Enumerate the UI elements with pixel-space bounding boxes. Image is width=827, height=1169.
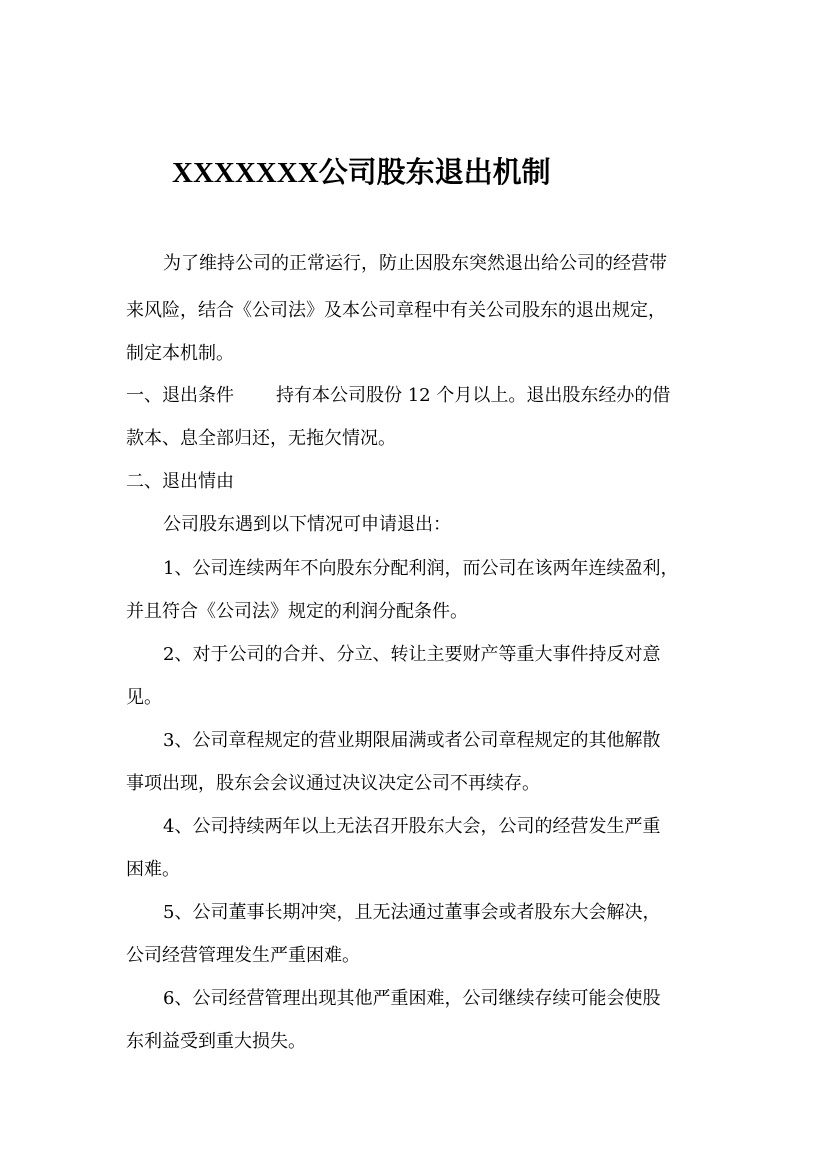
section1-heading: 一、退出条件 xyxy=(126,385,234,406)
item-4-line-1: 4、公司持续两年以上无法召开股东大会，公司的经营发生严重 xyxy=(163,816,661,837)
intro-line-2: 来风险，结合《公司法》及本公司章程中有关公司股东的退出规定， xyxy=(126,300,666,321)
section2-heading: 二、退出情由 xyxy=(126,471,234,492)
section1-line-2: 款本、息全部归还，无拖欠情况。 xyxy=(126,428,396,449)
section2-lead: 公司股东遇到以下情况可申请退出： xyxy=(163,514,451,535)
item-3-line-2: 事项出现，股东会会议通过决议决定公司不再续存。 xyxy=(126,773,540,794)
item-1-line-2: 并且符合《公司法》规定的利润分配条件。 xyxy=(126,601,468,622)
item-6-line-1: 6、公司经营管理出现其他严重困难，公司继续存续可能会使股 xyxy=(163,988,661,1009)
item-3-line-1: 3、公司章程规定的营业期限届满或者公司章程规定的其他解散 xyxy=(163,730,661,751)
document-title xyxy=(172,150,551,191)
section1-line-1 xyxy=(126,384,670,408)
item-2-line-2: 见。 xyxy=(126,687,162,708)
title-company-placeholder: XXXXXXX xyxy=(172,157,319,189)
item-1-line-1: 1、公司连续两年不向股东分配利润，而公司在该两年连续盈利， xyxy=(163,558,679,579)
section1-text: 持有本公司股份 12 个月以上。退出股东经办的借 xyxy=(276,385,671,406)
item-6-line-2: 东利益受到重大损失。 xyxy=(126,1031,306,1052)
item-4-line-2: 困难。 xyxy=(126,859,180,880)
item-5-line-1: 5、公司董事长期冲突，且无法通过董事会或者股东大会解决， xyxy=(163,902,661,923)
item-2-line-1: 2、对于公司的合并、分立、转让主要财产等重大事件持反对意 xyxy=(163,644,661,665)
intro-line-1: 为了维持公司的正常运行，防止因股东突然退出给公司的经营带 xyxy=(163,253,667,274)
item-5-line-2: 公司经营管理发生严重困难。 xyxy=(126,945,360,966)
intro-line-3: 制定本机制。 xyxy=(126,343,234,364)
title-text: 公司股东退出机制 xyxy=(318,155,551,189)
